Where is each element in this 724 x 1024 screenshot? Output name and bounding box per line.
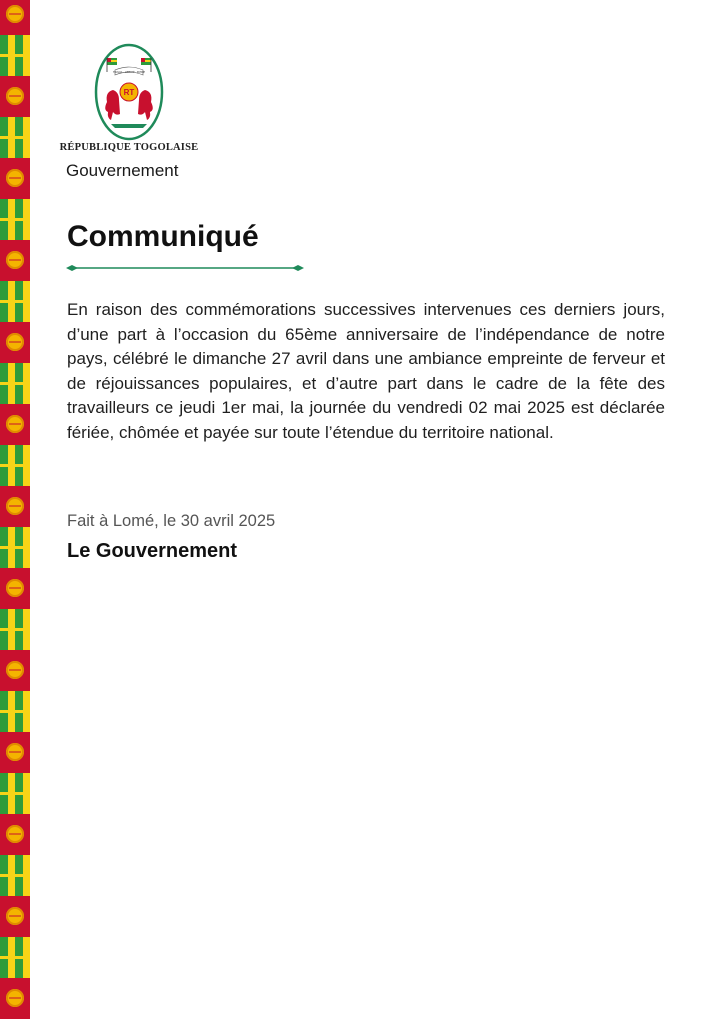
sun-icon xyxy=(6,169,24,187)
border-tile-stripes xyxy=(0,855,30,896)
border-tile-stripes xyxy=(0,35,30,76)
border-tile-stripes xyxy=(0,691,30,732)
page-title: Communiqué xyxy=(67,220,259,253)
sun-icon xyxy=(6,497,24,515)
border-tile-sun xyxy=(0,814,30,855)
communique-body: En raison des commémorations successives intervenues ces derniers jours, d’une part à l’occasion du 65ème anniversaire de l’indépendance de notre pays, célébré le dimanche 27 avril dans une ambiance empreinte de ferveur et de réjouissances populaires, et d’autre part dans le cadre de la fête des travailleurs ce jeudi 1er mai, la journée du vendredi 02 mai 2025 est déclarée fériée, chômée et payée sur toute l’étendue du territoire national. xyxy=(67,300,665,442)
togo-coat-of-arms-icon xyxy=(93,42,165,142)
border-tile-sun xyxy=(0,650,30,691)
border-tile-sun xyxy=(0,0,30,35)
border-tile-stripes xyxy=(0,609,30,650)
sun-icon xyxy=(6,907,24,925)
country-name: RÉPUBLIQUE TOGOLAISE xyxy=(59,142,199,153)
border-tile-sun xyxy=(0,76,30,117)
border-tile-sun xyxy=(0,322,30,363)
border-tile-stripes xyxy=(0,199,30,240)
sun-icon xyxy=(6,251,24,269)
border-tile-stripes xyxy=(0,773,30,814)
sun-icon xyxy=(6,415,24,433)
emblem-initials: RT xyxy=(123,88,135,97)
border-tile-stripes xyxy=(0,445,30,486)
border-tile-sun xyxy=(0,486,30,527)
border-tile-sun xyxy=(0,732,30,773)
border-tile-stripes xyxy=(0,117,30,158)
sun-icon xyxy=(6,87,24,105)
emblem-motto: TRAVAIL · LIBERTÉ · PATRIE xyxy=(113,71,145,74)
title-divider xyxy=(66,263,304,273)
border-tile-sun xyxy=(0,158,30,199)
border-tile-stripes xyxy=(0,527,30,568)
sun-icon xyxy=(6,825,24,843)
border-tile-stripes xyxy=(0,363,30,404)
sun-icon xyxy=(6,661,24,679)
department-name: Gouvernement xyxy=(66,161,179,180)
signatory: Le Gouvernement xyxy=(67,540,238,562)
border-tile-sun xyxy=(0,240,30,281)
border-tile-sun xyxy=(0,568,30,609)
decorative-border-strip xyxy=(0,0,30,1024)
border-tile-sun xyxy=(0,404,30,445)
border-tile-sun xyxy=(0,896,30,937)
sun-icon xyxy=(6,579,24,597)
sun-icon xyxy=(6,743,24,761)
sun-icon xyxy=(6,989,24,1007)
border-tile-stripes xyxy=(0,281,30,322)
border-tile-stripes xyxy=(0,937,30,978)
sun-icon xyxy=(6,333,24,351)
sun-icon xyxy=(6,5,24,23)
place-and-date: Fait à Lomé, le 30 avril 2025 xyxy=(67,512,276,530)
border-tile-sun xyxy=(0,978,30,1019)
